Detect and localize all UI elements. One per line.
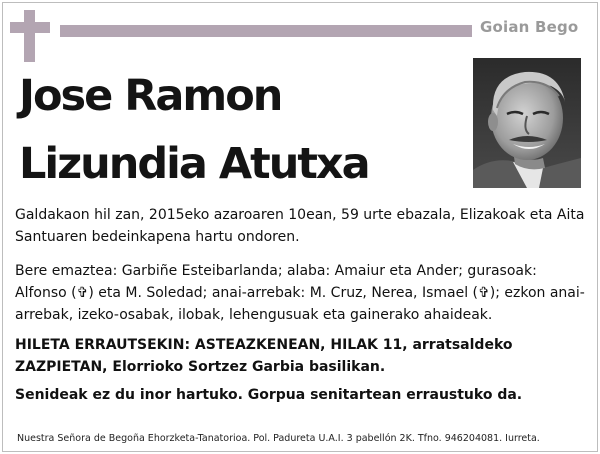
funeral-details: HILETA ERRAUTSEKIN: ASTEAZKENEAN, HILAK 11, arratsaldeko ZAZPIETAN, Elorrioko Sortzez Garbia basilikan.	[15, 337, 513, 375]
parish-label: Goian Bego	[480, 18, 579, 36]
deceased-name-line1: Jose Ramon	[19, 71, 282, 121]
deceased-photo	[473, 58, 581, 188]
deceased-name-line2: Lizundia Atutxa	[19, 139, 369, 189]
family-list: Bere emaztea: Garbiñe Esteibarlanda; alaba: Amaiur eta Ander; gurasoak: Alfonso (✞) eta M. Soledad; anai-arrebak: M. Cruz, Nerea, Ismael (✞); ezkon anai-arrebak, izeko-osabak, ilobak, lehengusuak eta gainerako ahaideak.	[15, 263, 585, 323]
family-notice: Senideak ez du inor hartuko. Gorpua senitartean erraustuko da.	[15, 387, 523, 403]
death-announcement: Galdakaon hil zan, 2015eko azaroaren 10ean, 59 urte ebazala, Elizakoak eta Aita Santuaren bedeinkapena hartu ondoren.	[15, 207, 585, 245]
funeral-home-footer: Nuestra Señora de Begoña Ehorzketa-Tanatorioa. Pol. Padureta U.A.I. 3 pabellón 2K. Tfno. 946204081. Iurreta.	[17, 433, 540, 444]
header-bar	[60, 25, 472, 37]
